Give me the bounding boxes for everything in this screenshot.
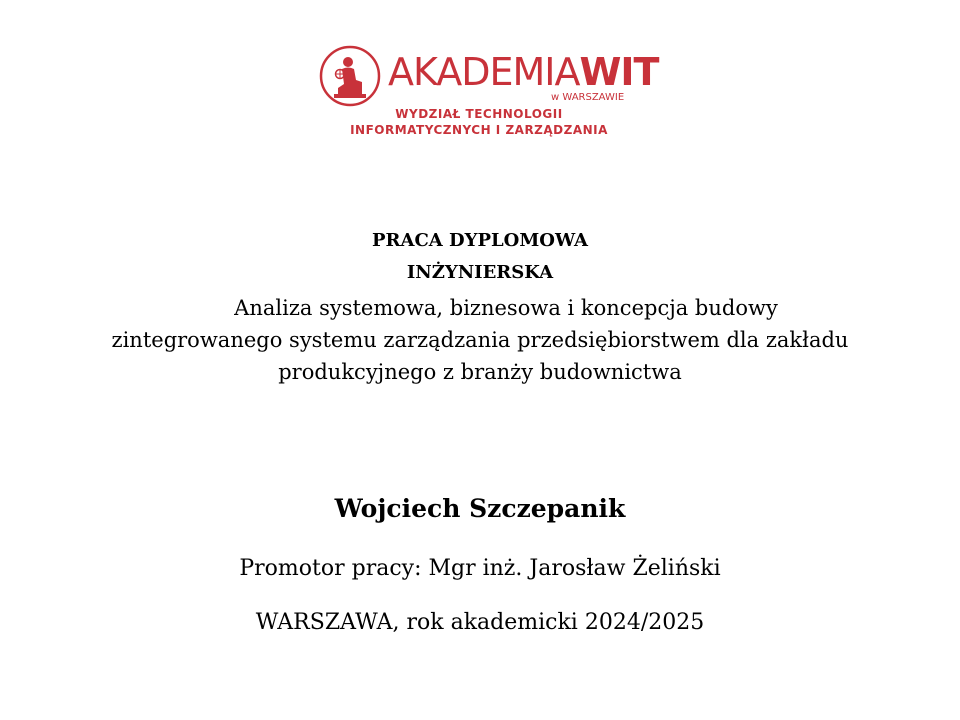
place-and-academic-year: WARSZAWA, rok akademicki 2024/2025 — [255, 610, 705, 635]
wordmark-akademia: AKADEMIA — [388, 50, 580, 94]
university-wordmark — [388, 50, 658, 94]
thesis-title-line-3: produkcyjnego z branży budownictwa — [278, 360, 682, 384]
thesis-title-line-1 — [40, 292, 920, 324]
university-emblem-icon — [318, 44, 382, 108]
university-city: w WARSZAWIE — [551, 92, 625, 103]
wordmark-wit: WIT — [579, 50, 659, 94]
thesis-title-line-1-text: Analiza systemowa, biznesowa i koncepcja budowy — [234, 296, 778, 320]
thesis-type-line-1: PRACA DYPLOMOWA — [372, 230, 588, 251]
supervisor: Promotor pracy: Mgr inż. Jarosław Żeliński — [239, 556, 721, 581]
thesis-type-line-2: INŻYNIERSKA — [406, 262, 554, 283]
university-logo — [318, 40, 659, 140]
faculty-line-1: WYDZIAŁ TECHNOLOGII — [395, 107, 563, 121]
faculty-name — [348, 106, 610, 138]
thesis-title-line-2: zintegrowanego systemu zarządzania przedsiębiorstwem dla zakładu — [111, 328, 849, 352]
author-name: Wojciech Szczepanik — [334, 494, 626, 523]
faculty-line-2: INFORMATYCZNYCH I ZARZĄDZANIA — [350, 123, 608, 137]
thesis-title — [40, 292, 920, 388]
